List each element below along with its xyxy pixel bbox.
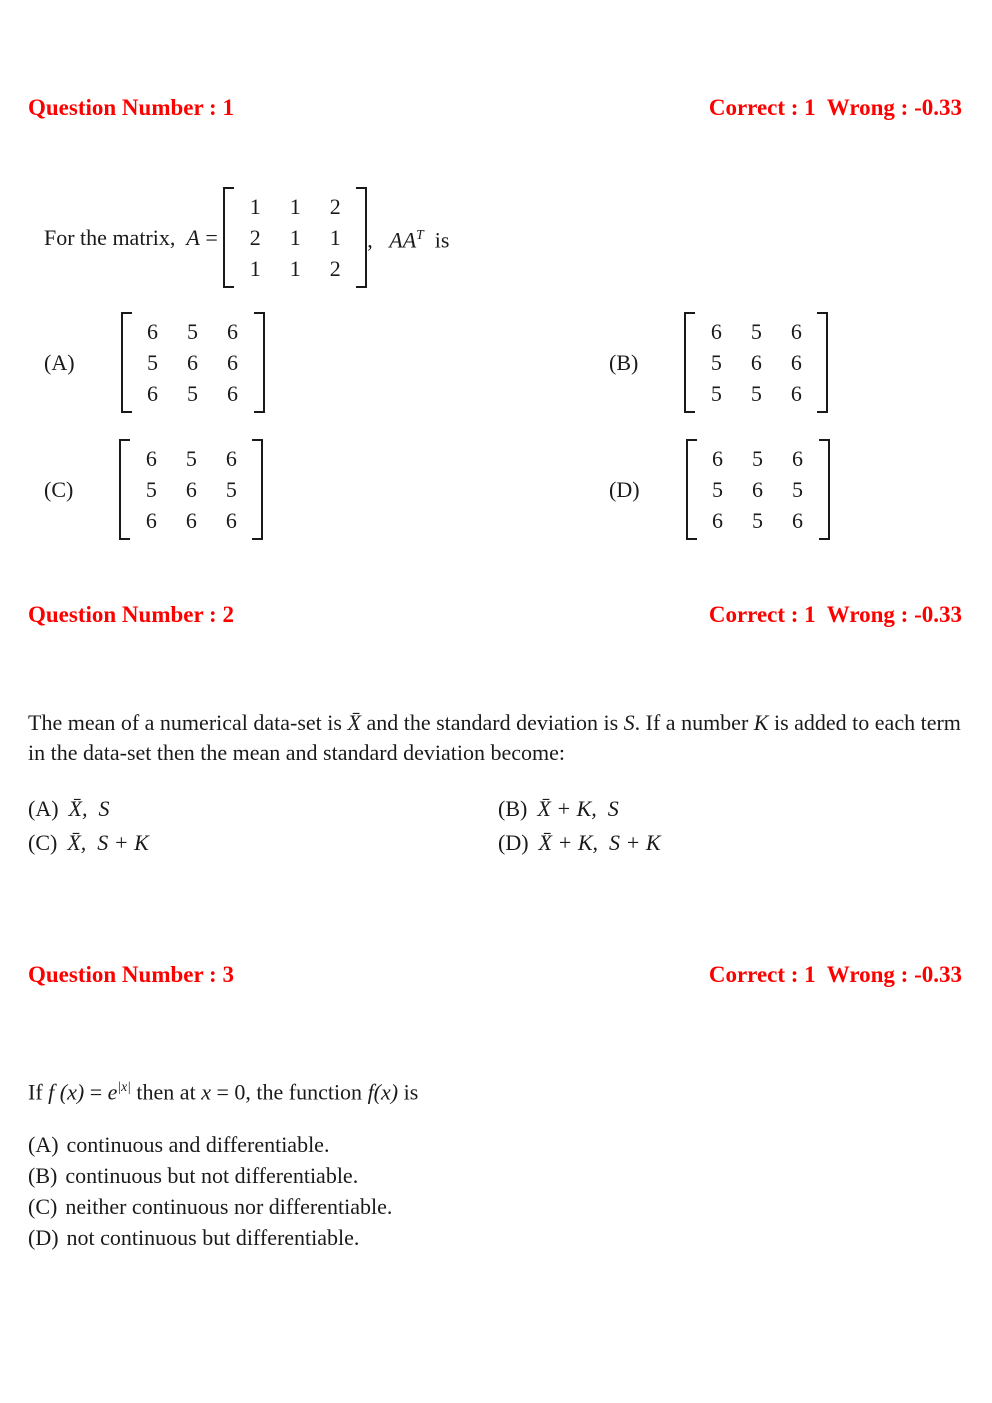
option-b: [28, 1160, 962, 1191]
option-b-text: continuous but not differentiable.: [65, 1163, 359, 1189]
question-3-options: [28, 1129, 962, 1253]
option-b-label: (B): [609, 349, 639, 375]
option-d-value: X̄ + K, S + K: [538, 830, 661, 855]
option-a: [44, 312, 609, 413]
option-d-label: (D): [498, 830, 529, 855]
option-c: [44, 439, 609, 540]
question-1: [28, 95, 962, 540]
option-d-text: not continuous but differentiable.: [66, 1225, 360, 1251]
question-1-options: [28, 312, 962, 540]
option-c-text: neither continuous nor differentiable.: [65, 1194, 393, 1220]
option-d: [28, 1222, 962, 1253]
question-2: [28, 602, 962, 858]
question-1-lead-text: For the matrix, A =: [44, 224, 224, 250]
option-b-label: (B): [498, 796, 528, 821]
question-1-header: [28, 95, 962, 121]
option-d-label: (D): [609, 476, 640, 502]
option-a: [28, 794, 498, 824]
option-a-value: X̄, S: [68, 796, 110, 821]
option-b-label: (B): [28, 1163, 58, 1189]
option-c: [28, 828, 498, 858]
question-marks-label: Correct : 1 Wrong : -0.33: [708, 602, 962, 627]
option-c: [28, 1191, 962, 1222]
option-d-label: (D): [28, 1225, 59, 1251]
question-3-body: If f $(x) = e^{|x|}$ then at x = 0, the function f(x) is: [28, 1079, 419, 1105]
question-marks-label: Correct : 1 Wrong : -0.33: [708, 95, 962, 120]
question-3: [28, 962, 962, 1253]
option-a-text: continuous and differentiable.: [66, 1132, 330, 1158]
question-number-label: Question Number : 3: [28, 962, 234, 987]
matrix-a: 1 1 2 2 1 1 1 1 2: [223, 187, 367, 288]
question-1-tail-text: , $AA^T$ is: [367, 226, 450, 253]
option-d: [498, 828, 962, 858]
option-c-label: (C): [28, 830, 58, 855]
option-b-matrix: 6 5 6 5 6 6 5 5 6: [684, 312, 828, 413]
option-b-value: X̄ + K, S: [537, 796, 619, 821]
question-2-header: [28, 602, 962, 628]
option-a: [28, 1129, 962, 1160]
option-a-matrix: 6 5 6 5 6 6 6 5 6: [121, 312, 265, 413]
option-c-value: X̄, S + K: [67, 830, 149, 855]
option-c-label: (C): [44, 476, 74, 502]
option-c-label: (C): [28, 1194, 58, 1220]
question-2-body: The mean of a numerical data-set is X̄ and the standard deviation is S. If a number K is added to each term in the data-set then the mean and standard deviation become:: [28, 710, 961, 765]
question-marks-label: Correct : 1 Wrong : -0.33: [708, 962, 962, 987]
question-number-label: Question Number : 2: [28, 602, 234, 627]
question-2-options: [28, 794, 962, 858]
option-d-matrix: 6 5 6 5 6 5 6 5 6: [686, 439, 830, 540]
option-a-label: (A): [44, 349, 75, 375]
option-d: [609, 439, 962, 540]
option-a-label: (A): [28, 796, 59, 821]
question-1-body: [44, 187, 962, 288]
option-c-matrix: 6 5 6 5 6 5 6 6 6: [119, 439, 263, 540]
question-3-header: [28, 962, 962, 988]
option-b: [609, 312, 962, 413]
option-a-label: (A): [28, 1132, 59, 1158]
question-number-label: Question Number : 1: [28, 95, 234, 120]
option-b: [498, 794, 962, 824]
